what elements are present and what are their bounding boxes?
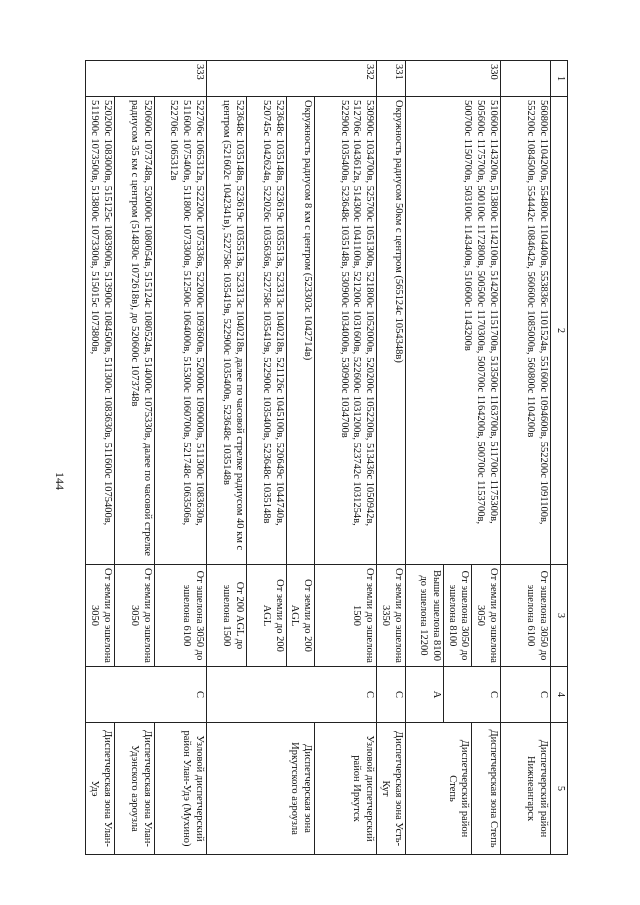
height-cell: От 200 AGL до эшелона 1500 bbox=[206, 565, 246, 667]
table-row bbox=[86, 61, 115, 855]
coordinates-cell: 522706с 1065312в, 522200с 1075336в, 522000с 1093600в, 520000с 1090000в, 511300с 1083630в, 511600с 1075400в, 511800с 1073300в, 512500с 1064000в, 515300с 1060700в, 521748с 1063506в, 522706с 1065312в bbox=[154, 97, 206, 565]
table-row bbox=[377, 61, 406, 855]
height-cell: От земли до 200 AGL bbox=[286, 565, 315, 667]
header-col-3: 3 bbox=[551, 565, 568, 667]
coordinates-cell: Окружность радиусом 8 км с центром (523303с 1042714в) bbox=[286, 97, 315, 565]
height-cell: От земли до эшелона 3050 bbox=[472, 565, 501, 667]
unit-cell: Диспетчерская зона Улан-Удэ bbox=[86, 723, 115, 855]
coordinates-cell: 523648с 1035148в, 523619с 1035513в, 523313с 1040218в, 521126с 1045100в, 520649с 1044740в, 520745с 1042624в, 522026с 1035636в, 522758с 1035419в, 522900с 1035400в, 523648с 1035148в bbox=[246, 97, 286, 565]
class-cell: А bbox=[405, 667, 443, 723]
coordinates-cell: 530900с 1034700в, 525700с 1051300в, 521800с 1052000в, 520200с 1052200в, 513436с 1050942в, 512706с 1043612в, 514300с 1041100в, 521200с 1031600в, 522600с 1031200в, 523742с 1031254в, 522900с 1035400в, 523648с 1035148в, 530900с 1034000в, 530900с 1034700в bbox=[315, 97, 377, 565]
table-row bbox=[472, 61, 501, 855]
unit-cell: Узловой диспетчерский район Иркутск bbox=[315, 723, 377, 855]
unit-cell: Узловой диспетчерский район Улан-Удэ (Мухино) bbox=[154, 723, 206, 855]
height-cell: Выше эшелона 8100 до эшелона 12200 bbox=[405, 565, 443, 667]
coordinates-cell: Окружность радиусом 50км с центром (565124с 1054348в) bbox=[377, 97, 406, 565]
height-cell: От земли до эшелона 3050 bbox=[86, 565, 115, 667]
height-cell: От земли до эшелона 1500 bbox=[315, 565, 377, 667]
unit-cell: Диспетчерская зона Степь bbox=[472, 723, 501, 855]
unit-cell: Диспетчерский район Нижнеангарск bbox=[501, 723, 551, 855]
height-cell: От эшелона 3050 до эшелона 6100 bbox=[154, 565, 206, 667]
class-cell: С bbox=[206, 667, 377, 723]
airspace-table bbox=[85, 60, 568, 855]
height-cell: От земли до эшелона 3350 bbox=[377, 565, 406, 667]
header-col-4: 4 bbox=[551, 667, 568, 723]
unit-cell: Диспетчерская зона Улан-Удэнского аэроузла bbox=[114, 723, 154, 855]
header-col-5: 5 bbox=[551, 723, 568, 855]
table-row bbox=[154, 61, 206, 855]
row-number: 332 bbox=[206, 61, 377, 97]
coordinates-cell: 560800с 1104200в, 554800с 1104400в, 553836с 1101524в, 551600с 1094600в, 552200с 1091100в, 552200с 1084500в, 554442с 1084642в, 560600с 1085000в, 560800с 1104200в bbox=[501, 97, 551, 565]
class-cell: С bbox=[443, 667, 500, 723]
unit-cell: Диспетчерская зона Усть-Кут bbox=[377, 723, 406, 855]
header-row bbox=[551, 61, 568, 855]
unit-cell: Диспетчерская зона Иркутского аэроузла bbox=[206, 723, 315, 855]
page-number: 144 bbox=[53, 472, 67, 490]
rotated-table-sheet bbox=[88, 60, 568, 854]
class-cell: С bbox=[377, 667, 406, 723]
row-number bbox=[501, 61, 551, 97]
coordinates-cell: 523648с 1035148в, 523619с 1035513в, 523313с 1040218в, далее по часовой стрелке радиусом 40 км с центром (521602с 1042341в), 522758с 1035419в, 522900с 1035400в, 523648с 1035148в bbox=[206, 97, 246, 565]
height-cell: От эшелона 3050 до эшелона 6100 bbox=[501, 565, 551, 667]
header-col-2: 2 bbox=[551, 97, 568, 565]
class-cell: С bbox=[86, 667, 207, 723]
table-row bbox=[114, 61, 154, 855]
row-number: 330 bbox=[405, 61, 500, 97]
row-number: 331 bbox=[377, 61, 406, 97]
coordinates-cell: 510600с 1143200в, 513800с 1142100в, 514200с 1151700в, 513500с 1163700в, 511700с 1175300в, 505600с 1175700в, 500100с 1172800в, 500500с 1170300в, 500700с 1164200в, 500700с 1153700в, 500700с 1150700в, 503100с 1143400в, 510600с 1143200в bbox=[405, 97, 500, 565]
height-cell: От эшелона 3050 до эшелона 8100 bbox=[443, 565, 472, 667]
height-cell: От земли до 200 AGL bbox=[246, 565, 286, 667]
height-cell: От земли до эшелона 3050 bbox=[114, 565, 154, 667]
unit-cell: Диспетчерский район Степь bbox=[405, 723, 472, 855]
coordinates-cell: 520200с 1083000в, 515125с 1083900в, 513900с 1084500в, 511300с 1083630в, 511600с 1075400в, 511900с 1073500в, 513800с 1073300в, 515015с 1073800в, bbox=[86, 97, 115, 565]
table-row bbox=[501, 61, 551, 855]
row-number: 333 bbox=[86, 61, 207, 97]
class-cell: С bbox=[501, 667, 551, 723]
table-row bbox=[286, 61, 315, 855]
coordinates-cell: 520600с 1073748в, 520000с 1080054в, 515124с 1080524в, 514000с 1075330в, далее по часовой стрелке радиусом 35 км с центром (514830с 1072618в), до 520600с 1073748в bbox=[114, 97, 154, 565]
table-row bbox=[315, 61, 377, 855]
header-col-1: 1 bbox=[551, 61, 568, 97]
